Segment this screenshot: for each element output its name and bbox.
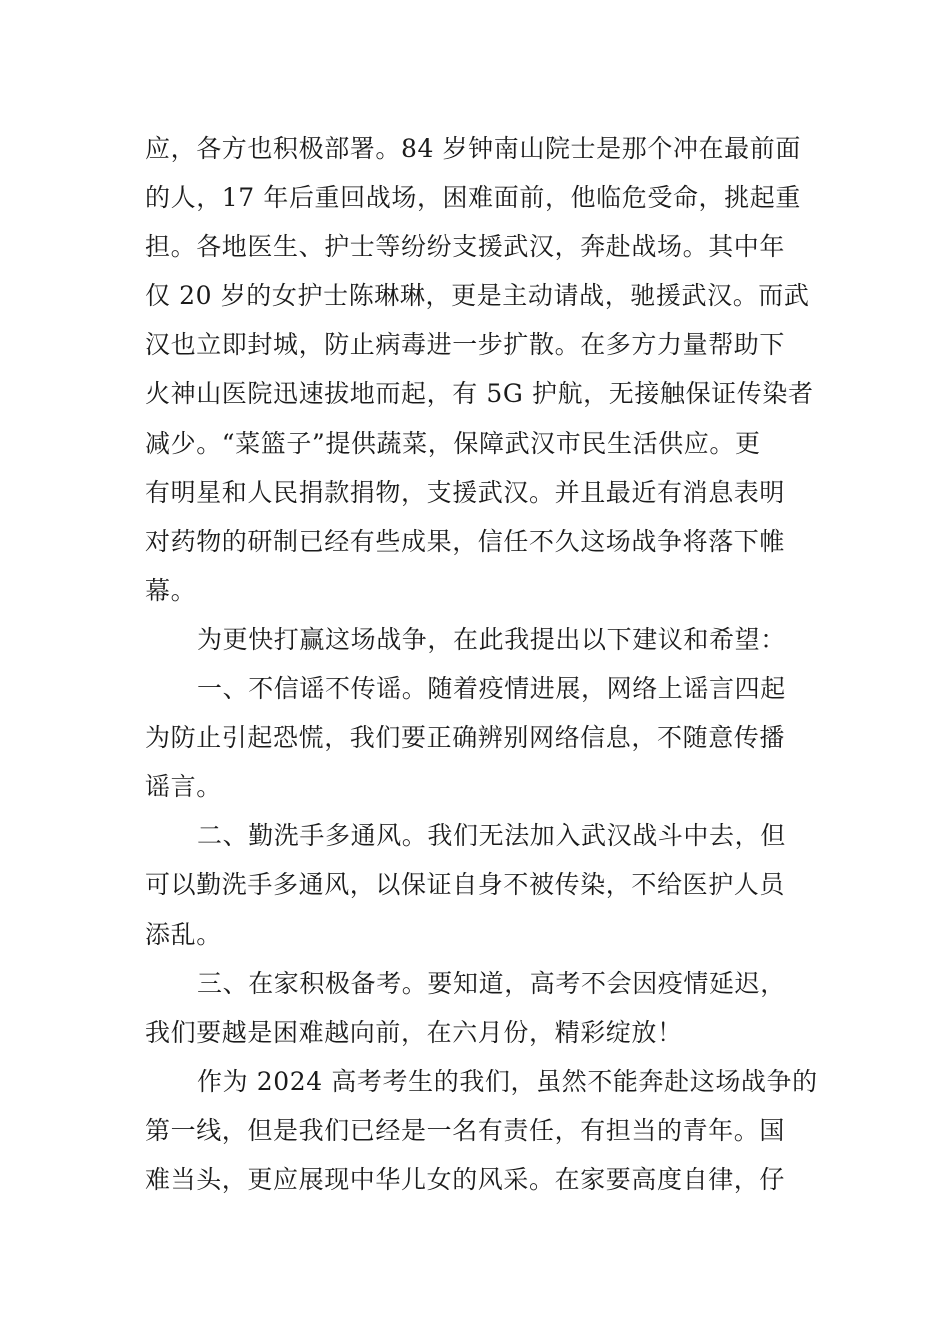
text-line: 对药物的研制已经有些成果，信任不久这场战争将落下帷 <box>145 526 786 556</box>
text-line: 火神山医院迅速拔地而起，有 5G 护航，无接触保证传染者 <box>145 379 814 409</box>
paragraph-first-line: 一、不信谣不传谣。随着疫情进展，网络上谣言四起 <box>197 674 786 704</box>
text-line: 的人，17 年后重回战场，困难面前，他临危受命，挑起重 <box>145 183 801 213</box>
text-line: 我们要越是困难越向前，在六月份，精彩绽放！ <box>145 1017 683 1047</box>
text-line: 仅 20 岁的女护士陈琳琳，更是主动请战，驰援武汉。而武 <box>145 281 810 311</box>
text-line: 应，各方也积极部署。84 岁钟南山院士是那个冲在最前面 <box>145 134 801 163</box>
paragraph-first-line: 为更快打赢这场战争，在此我提出以下建议和希望： <box>197 624 786 654</box>
paragraph-first-line: 三、在家积极备考。要知道，高考不会因疫情延迟， <box>197 968 786 998</box>
document-body <box>145 124 818 1204</box>
text-line: 第一线，但是我们已经是一名有责任，有担当的青年。国 <box>145 1115 786 1145</box>
paragraph-first-line: 作为 2024 高考考生的我们，虽然不能奔赴这场战争的 <box>197 1066 818 1096</box>
paragraph-first-line: 二、勤洗手多通风。我们无法加入武汉战斗中去，但 <box>197 821 786 851</box>
text-line: 添乱。 <box>145 919 222 949</box>
text-line: 幕。 <box>145 575 197 605</box>
text-line: 可以勤洗手多通风，以保证自身不被传染，不给医护人员 <box>145 870 786 900</box>
text-line: 为防止引起恐慌，我们要正确辨别网络信息，不随意传播 <box>145 723 786 753</box>
text-line: 汉也立即封城，防止病毒进一步扩散。在多方力量帮助下 <box>145 330 786 360</box>
text-line: 难当头，更应展现中华儿女的风采。在家要高度自律，仔 <box>145 1164 786 1194</box>
text-line: 减少。“菜篮子”提供蔬菜，保障武汉市民生活供应。更 <box>145 428 761 458</box>
text-line: 担。各地医生、护士等纷纷支援武汉，奔赴战场。其中年 <box>145 232 786 262</box>
text-line: 谣言。 <box>145 772 222 802</box>
text-line: 有明星和人民捐款捐物，支援武汉。并且最近有消息表明 <box>145 477 786 507</box>
